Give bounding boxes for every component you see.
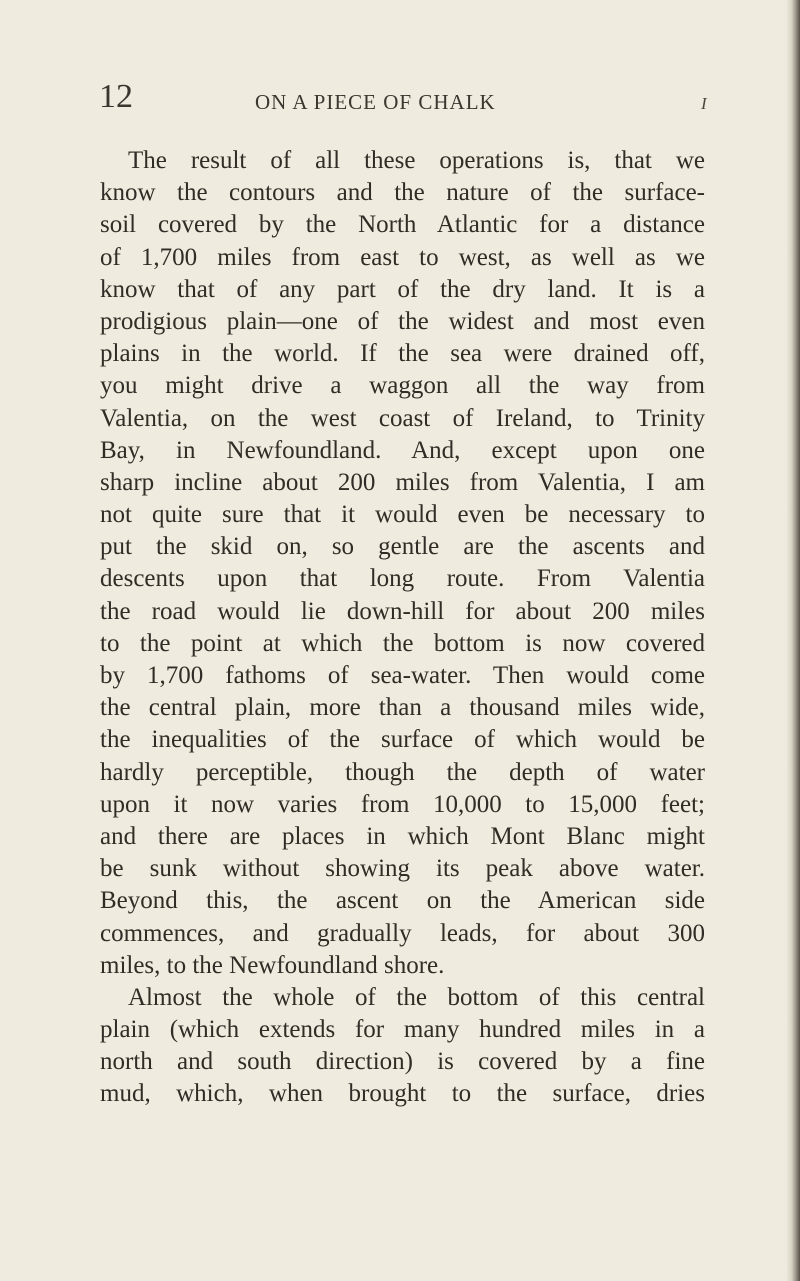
text-line: plains in the world. If the sea were drained off, — [100, 340, 705, 368]
page-header — [0, 78, 800, 128]
text-line: upon it now varies from 10,000 to 15,000 feet; — [100, 790, 705, 818]
text-line: the road would lie down-hill for about 200 miles — [100, 597, 705, 625]
text-line: hardly perceptible, though the depth of water — [100, 758, 705, 786]
text-line: the central plain, more than a thousand miles wide, — [100, 694, 705, 722]
text-line: Almost the whole of the bottom of this central — [128, 983, 705, 1011]
text-line: to the point at which the bottom is now covered — [100, 629, 705, 657]
page-edge-shadow — [786, 0, 800, 1281]
text-line: Valentia, on the west coast of Ireland, to Trinity — [100, 404, 705, 432]
text-line: not quite sure that it would even be necessary to — [100, 501, 705, 529]
text-line: sharp incline about 200 miles from Valentia, I am — [100, 468, 705, 496]
body-text — [100, 145, 705, 1111]
page-number: 12 — [99, 78, 133, 115]
text-line: of 1,700 miles from east to west, as well as we — [100, 243, 705, 271]
text-line: and there are places in which Mont Blanc might — [100, 822, 705, 850]
text-line: you might drive a waggon all the way from — [100, 372, 705, 400]
text-line: the inequalities of the surface of which would be — [100, 726, 705, 754]
text-line: descents upon that long route. From Valentia — [100, 565, 705, 593]
text-line: plain (which extends for many hundred miles in a — [100, 1016, 705, 1044]
text-line: prodigious plain—one of the widest and most even — [100, 307, 705, 335]
signature-mark: I — [701, 94, 707, 113]
text-line: The result of all these operations is, that we — [128, 147, 705, 174]
text-line: mud, which, when brought to the surface, dries — [100, 1080, 705, 1108]
text-line: miles, to the Newfoundland shore. — [100, 951, 445, 979]
text-line: by 1,700 fathoms of sea-water. Then would come — [100, 662, 705, 689]
text-line: north and south direction) is covered by a fine — [100, 1048, 705, 1076]
text-line: Beyond this, the ascent on the American side — [100, 887, 705, 915]
text-line: Bay, in Newfoundland. And, except upon one — [100, 436, 705, 464]
text-line: commences, and gradually leads, for about 300 — [100, 919, 705, 947]
text-line: know that of any part of the dry land. It is a — [100, 275, 705, 303]
text-line: know the contours and the nature of the surface- — [100, 179, 705, 207]
text-line: soil covered by the North Atlantic for a distance — [100, 211, 705, 239]
text-line: put the skid on, so gentle are the ascents and — [100, 533, 705, 561]
text-line: be sunk without showing its peak above water. — [100, 855, 705, 883]
running-head: ON A PIECE OF CHALK — [255, 90, 496, 114]
